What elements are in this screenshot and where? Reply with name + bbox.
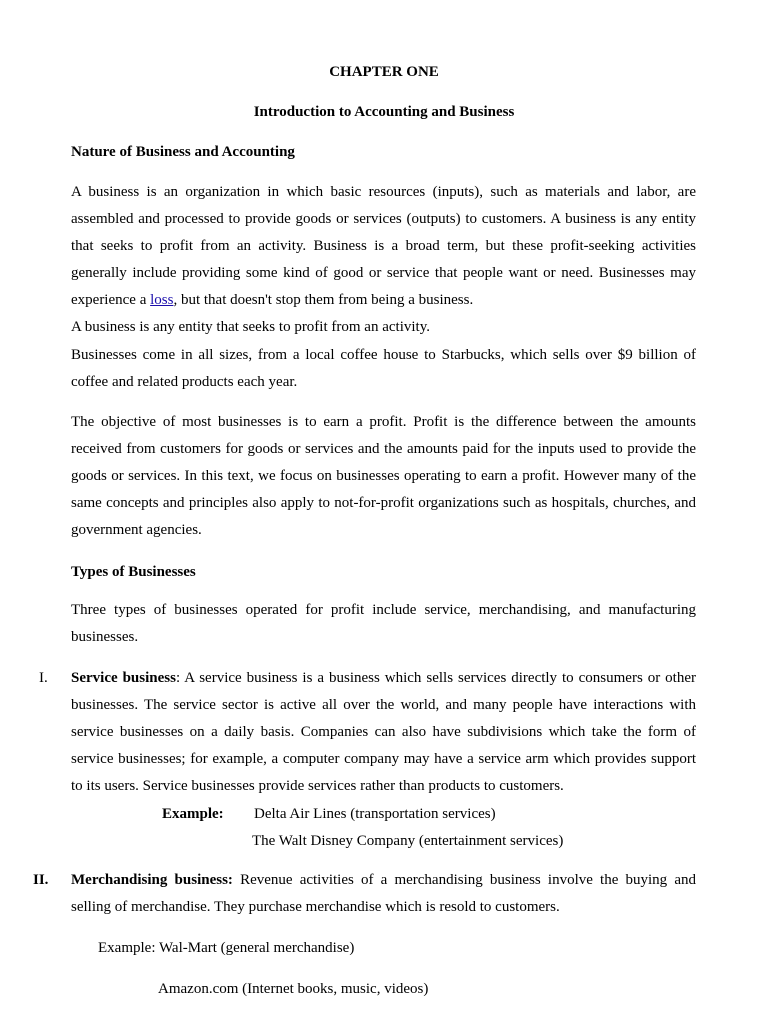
chapter-label: CHAPTER ONE	[329, 64, 439, 80]
example-label: Example:	[162, 806, 224, 822]
paragraph-text: Revenue activities of a merchandising business involve the buying and selling of merchandise. They purchase merchandise which is resold to customers.	[71, 872, 696, 915]
term-service-business: Service business	[71, 670, 176, 686]
example-delta: Delta Air Lines (transportation services)	[254, 806, 496, 822]
list-marker-service: I.	[39, 670, 48, 686]
example-disney: The Walt Disney Company (entertainment services)	[252, 833, 564, 849]
loss-link[interactable]: loss	[150, 292, 174, 308]
list-item-merchandising-business	[71, 867, 696, 921]
list-marker-merchandising: II.	[33, 872, 49, 888]
paragraph-objective: The objective of most businesses is to earn a profit. Profit is the difference between the amounts received from customers for goods or services and the amounts paid for the inputs used to provide the goods or services. In this text, we focus on businesses operating to earn a profit. However many of the same concepts and principles also apply to not-for-profit organizations such as hospitals, churches, and government agencies.	[71, 414, 696, 538]
section-heading-nature: Nature of Business and Accounting	[71, 144, 295, 160]
paragraph-types-intro: Three types of businesses operated for profit include service, merchandising, and manufacturing businesses.	[71, 602, 696, 645]
paragraph-text: A business is an organization in which basic resources (inputs), such as materials and labor, are assembled and processed to provide goods or services (outputs) to customers. A business is any entity that seeks to profit from an activity. Business is a broad term, but these profit-seeking activities generally include providing some kind of good or service that people want or need. Businesses may experience a	[71, 184, 696, 308]
paragraph-business-sizes: Businesses come in all sizes, from a local coffee house to Starbucks, which sells over $9 billion of coffee and related products each year.	[71, 347, 696, 390]
paragraph-entity-profit: A business is any entity that seeks to profit from an activity.	[71, 319, 430, 335]
paragraph-text: : A service business is a business which sells services directly to consumers or other businesses. The service sector is active all over the world, and many people have interactions with service businesses on a daily basis. Companies can also have subdivisions which take the form of service businesses; for example, a computer company may have a service arm which provides support to its users. Service businesses provide services rather than products to customers.	[71, 670, 696, 794]
paragraph-text: , but that doesn't stop them from being a business.	[173, 292, 474, 308]
paragraph-business-definition	[71, 179, 696, 314]
section-heading-types: Types of Businesses	[71, 564, 196, 580]
term-merchandising-business: Merchandising business:	[71, 872, 233, 888]
chapter-title: Introduction to Accounting and Business	[253, 104, 515, 120]
example-amazon: Amazon.com (Internet books, music, videos)	[158, 981, 429, 997]
example-walmart: Example: Wal-Mart (general merchandise)	[98, 940, 355, 956]
list-item-service-business	[71, 665, 696, 800]
